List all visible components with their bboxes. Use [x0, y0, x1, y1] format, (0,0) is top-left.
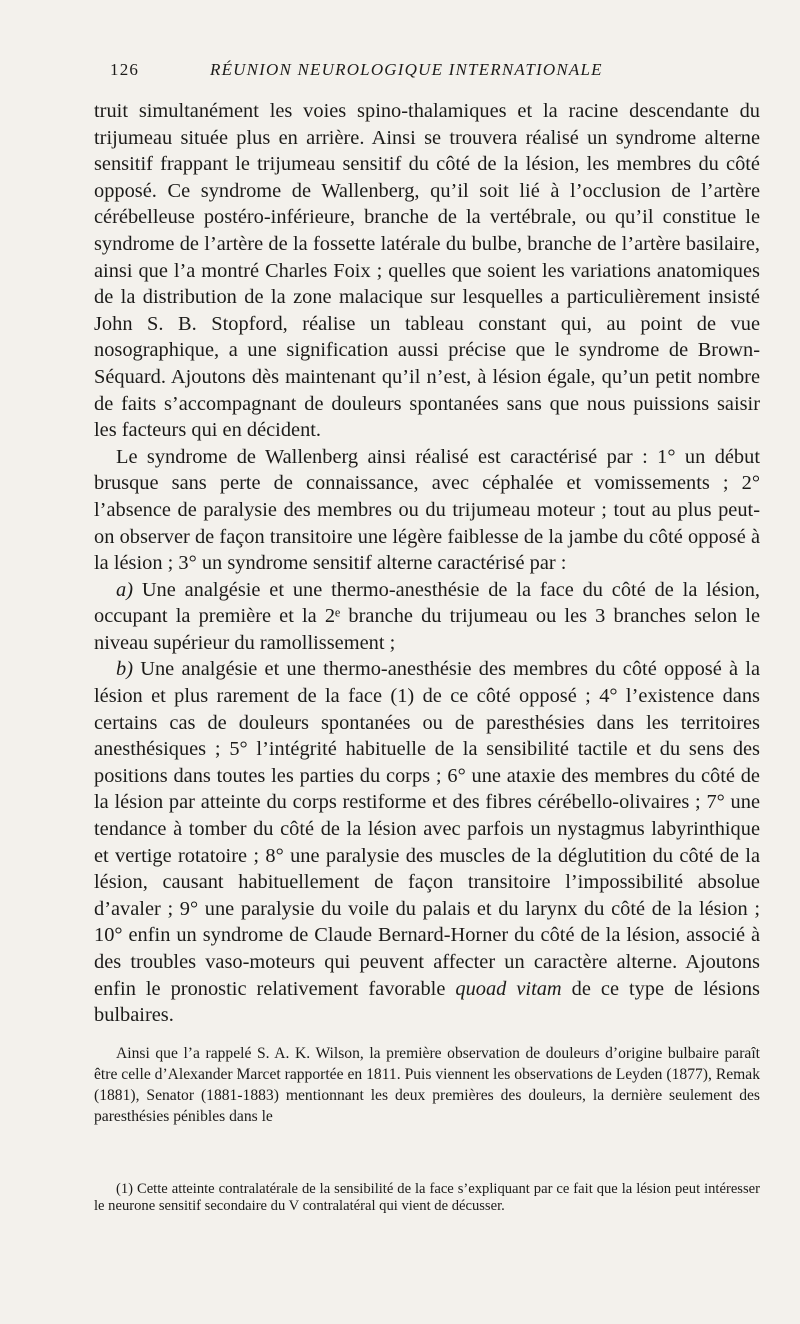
- latin-phrase: quoad vitam: [455, 977, 562, 1000]
- small-print-paragraph: Ainsi que l’a rappelé S. A. K. Wilson, la première observation de douleurs d’origine bulbaire paraît être celle d’Alexander Marcet rapportée en 1811. Puis viennent les observations de Leyden (1877), Remak (1881), Senator (1881-1883) mentionnant les deux premières des douleurs, la dernière seulement des paresthésies pénibles dans le: [94, 1045, 760, 1125]
- paragraph-4: [94, 656, 760, 1028]
- paragraph-2: Le syndrome de Wallenberg ainsi réalisé est caractérisé par : 1° un début brusque sans perte de connaissance, avec céphalée et vomissements ; 2° l’absence de paralysie des membres ou du trijumeau moteur ; tout au plus peut-on observer de façon transitoire une légère faiblesse de la jambe du côté opposé à la lésion ; 3° un syndrome sensitif alterne caractérisé par :: [94, 445, 760, 575]
- paragraph-1: truit simultanément les voies spino-thalamiques et la racine descendante du trijumeau située plus en arrière. Ainsi se trouvera réalisé un syndrome alterne sensitif frappant le trijumeau sensitif du côté de la lésion, les membres du côté opposé. Ce syndrome de Wallenberg, qu’il soit lié à l’occlusion de l’artère cérébelleuse postéro-inférieure, branche de la vertébrale, ou qu’il constitue le syndrome de l’artère de la fossette latérale du bulbe, branche de l’artère basilaire, ainsi que l’a montré Charles Foix ; quelles que soient les variations anatomiques de la distribution de la zone malacique sur lesquelles a particulièrement insisté John S. B. Stopford, réalise un tableau constant qui, au point de vue nosographique, a une signification aussi précise que le syndrome de Brown-Séquard. Ajoutons dès maintenant qu’il n’est, à lésion égale, qu’un petit nombre de faits s’accompagnant de douleurs spontanées sans que nous puissions saisir les facteurs qui en décident.: [94, 100, 760, 442]
- running-title: RÉUNION NEUROLOGIQUE INTERNATIONALE: [210, 60, 603, 79]
- item-a-label: a): [116, 578, 133, 601]
- item-b-text-end: de ce type de lésions bulbaires.: [94, 977, 760, 1027]
- main-text: [94, 98, 760, 1029]
- item-b-label: b): [116, 658, 133, 681]
- page-number: 126: [110, 60, 140, 79]
- paragraph-3: [94, 577, 760, 657]
- footnote: (1) Cette atteinte contralatérale de la sensibilité de la face s’expliquant par ce fait que la lésion peut intéresser le neurone sensitif secondaire du V contralatéral qui vient de décusser.: [94, 1181, 760, 1214]
- item-a-text: Une analgésie et une thermo-anesthésie de la face du côté de la lésion, occupant la première et la 2ᵉ branche du trijumeau ou les 3 branches selon le niveau supérieur du ramollissement ;: [94, 578, 760, 654]
- running-header: [110, 60, 760, 90]
- item-b-text: Une analgésie et une thermo-anesthésie des membres du côté opposé à la lésion et plus rarement de la face (1) de ce côté opposé ; 4° l’existence dans certains cas de douleurs spontanées ou de paresthésies dans les territoires anesthésiques ; 5° l’intégrité habituelle de la sensibilité tactile et du sens des positions dans toutes les parties du corps ; 6° une ataxie des membres du côté de la lésion par atteinte du corps restiforme et des fibres cérébello-olivaires ; 7° une tendance à tomber du côté de la lésion avec parfois un nystagmus labyrinthique et vertige rotatoire ; 8° une paralysie des muscles de la déglutition du côté de la lésion, causant habituellement de façon transitoire l’impossibilité absolue d’avaler ; 9° une paralysie du voile du palais et du larynx du côté de la lésion ; 10° enfin un syndrome de Claude Bernard-Horner du côté de la lésion, associé à des troubles vaso-moteurs qui peuvent affecter un caractère alterne. Ajoutons enfin le pronostic relativement favorable: [94, 658, 760, 1000]
